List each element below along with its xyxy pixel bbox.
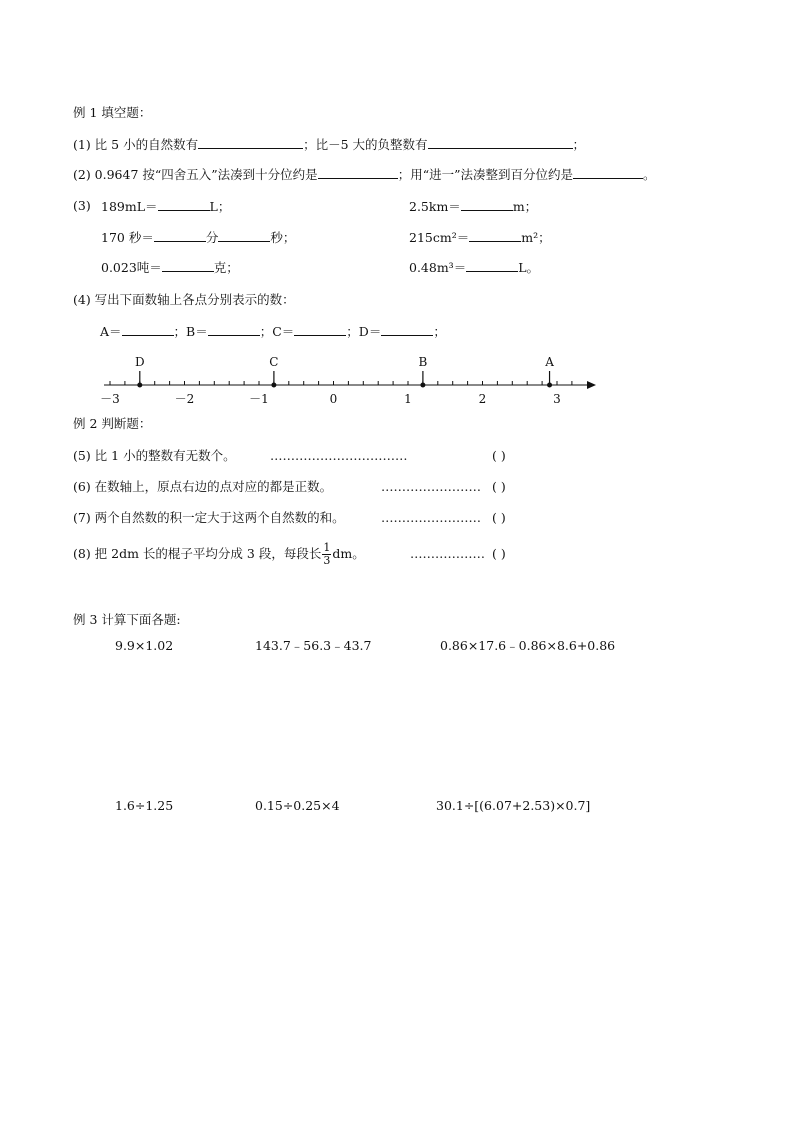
point-d-label: D bbox=[134, 355, 145, 369]
calc-5: 0.15÷0.25×4 bbox=[255, 798, 340, 813]
q3-r1r-blank[interactable] bbox=[461, 198, 513, 211]
question-7 bbox=[73, 510, 345, 526]
question-6 bbox=[73, 479, 332, 495]
q3-r2l-blank-1[interactable] bbox=[154, 229, 206, 242]
point-c-label: C bbox=[269, 355, 279, 369]
q4-b-label: ；B＝ bbox=[173, 324, 208, 339]
calc-2: 143.7﹣56.3﹣43.7 bbox=[255, 638, 372, 653]
question-3-label: (3) bbox=[73, 198, 91, 213]
point-a-dot bbox=[547, 383, 552, 388]
q2-text-b: ；用“进一”法凑整到百分位约是 bbox=[397, 167, 573, 182]
q4-c-label: ；C＝ bbox=[259, 324, 295, 339]
q1-text-b: ；比－5 大的负整数有 bbox=[303, 137, 428, 152]
example-1-title: 例 1 填空题： bbox=[73, 105, 152, 120]
tick-label: 0 bbox=[329, 392, 338, 406]
point-b-label: B bbox=[418, 355, 428, 369]
question-5 bbox=[73, 448, 236, 464]
q3-r3r-unit: L。 bbox=[518, 260, 540, 275]
q8-fraction bbox=[322, 542, 331, 567]
q4-d-blank[interactable] bbox=[381, 323, 433, 336]
q3-r1r-unit: m； bbox=[512, 199, 538, 214]
q3-r2r-unit: m²； bbox=[521, 230, 551, 245]
calc-4: 1.6÷1.25 bbox=[115, 798, 174, 813]
q7-answer-paren[interactable]: ( ) bbox=[492, 510, 506, 525]
question-8 bbox=[73, 542, 365, 567]
q3-r2r-blank[interactable] bbox=[469, 229, 521, 242]
point-d-dot bbox=[137, 383, 142, 388]
q1-blank-2[interactable] bbox=[428, 136, 573, 149]
q6-answer-paren[interactable]: ( ) bbox=[492, 479, 506, 494]
q8-answer-paren[interactable]: ( ) bbox=[492, 546, 506, 561]
q6-dots: …………………… bbox=[381, 479, 481, 494]
q4-a-blank[interactable] bbox=[122, 323, 174, 336]
example-2-title: 例 2 判断题： bbox=[73, 416, 152, 431]
q7-text: (7) 两个自然数的积一定大于这两个自然数的和。 bbox=[73, 510, 345, 525]
q4-b-blank[interactable] bbox=[208, 323, 260, 336]
q4-c-blank[interactable] bbox=[294, 323, 346, 336]
number-line-arrow bbox=[587, 381, 596, 389]
q3-r3l-blank[interactable] bbox=[162, 259, 214, 272]
q8-text-b: dm。 bbox=[332, 546, 365, 561]
point-a-label: A bbox=[545, 355, 554, 369]
q2-blank-1[interactable] bbox=[318, 166, 398, 179]
q2-text-a: (2) 0.9647 按“四舍五入”法凑到十分位约是 bbox=[73, 167, 318, 182]
q3-r1l-unit: L； bbox=[209, 199, 231, 214]
q5-dots: …………………………… bbox=[270, 448, 408, 463]
q3-r3r-text: 0.48m³＝ bbox=[409, 260, 467, 275]
q4-end: ； bbox=[433, 324, 446, 339]
q3-r1l-blank[interactable] bbox=[158, 198, 210, 211]
question-4: (4) 写出下面数轴上各点分别表示的数： bbox=[73, 292, 295, 307]
q3-r3r-blank[interactable] bbox=[466, 259, 518, 272]
tick-label: －1 bbox=[249, 392, 269, 406]
q3-r2l-unit-1: 分 bbox=[205, 230, 219, 245]
q3-r1r-text: 2.5km＝ bbox=[409, 199, 461, 214]
tick-label: －2 bbox=[174, 392, 195, 406]
q8-fraction-numerator: 1 bbox=[323, 541, 331, 554]
q3-row1-left bbox=[101, 198, 230, 215]
point-b-dot bbox=[420, 383, 425, 388]
q3-r2r-text: 215cm²＝ bbox=[409, 230, 470, 245]
tick-label: 1 bbox=[404, 392, 412, 406]
q5-answer-paren[interactable]: ( ) bbox=[492, 448, 506, 463]
q2-text-c: 。 bbox=[642, 167, 656, 182]
q5-text: (5) 比 1 小的整数有无数个。 bbox=[73, 448, 236, 463]
q1-text-c: ； bbox=[572, 137, 586, 152]
q3-row2-right bbox=[409, 229, 551, 246]
q3-r3l-unit: 克； bbox=[213, 260, 239, 275]
q3-r2l-unit-2: 秒； bbox=[270, 230, 296, 245]
tick-label: －3 bbox=[100, 392, 120, 406]
q8-dots: ……………… bbox=[410, 546, 485, 561]
point-c-dot bbox=[271, 383, 276, 388]
question-2 bbox=[73, 166, 656, 183]
q3-r2l-blank-2[interactable] bbox=[218, 229, 270, 242]
q1-text-a: (1) 比 5 小的自然数有 bbox=[73, 137, 199, 152]
q1-blank-1[interactable] bbox=[198, 136, 303, 149]
calc-6: 30.1÷[(6.07+2.53)×0.7] bbox=[436, 798, 591, 813]
q4-answers bbox=[100, 323, 446, 340]
q8-text-a: (8) 把 2dm 长的棍子平均分成 3 段，每段长 bbox=[73, 546, 322, 561]
question-1 bbox=[73, 136, 585, 153]
q4-a-label: A＝ bbox=[100, 324, 122, 339]
example-3-title: 例 3 计算下面各题: bbox=[73, 612, 181, 627]
q3-row3-right bbox=[409, 259, 539, 276]
calc-1: 9.9×1.02 bbox=[115, 638, 174, 653]
q4-d-label: ；D＝ bbox=[346, 324, 382, 339]
q3-r3l-text: 0.023吨＝ bbox=[101, 260, 162, 275]
tick-label: 3 bbox=[553, 392, 561, 406]
q2-blank-2[interactable] bbox=[573, 166, 643, 179]
q3-row2-left bbox=[101, 229, 295, 246]
q3-r2l-text: 170 秒＝ bbox=[101, 230, 154, 245]
q3-r1l-text: 189mL＝ bbox=[101, 199, 158, 214]
q8-fraction-denominator: 3 bbox=[323, 554, 331, 567]
q3-row3-left bbox=[101, 259, 239, 276]
tick-label: 2 bbox=[478, 392, 487, 406]
number-line bbox=[0, 345, 794, 415]
q3-row1-right bbox=[409, 198, 537, 215]
q6-text: (6) 在数轴上，原点右边的点对应的都是正数。 bbox=[73, 479, 333, 494]
calc-3: 0.86×17.6﹣0.86×8.6+0.86 bbox=[440, 638, 616, 653]
q7-dots: …………………… bbox=[381, 510, 481, 525]
